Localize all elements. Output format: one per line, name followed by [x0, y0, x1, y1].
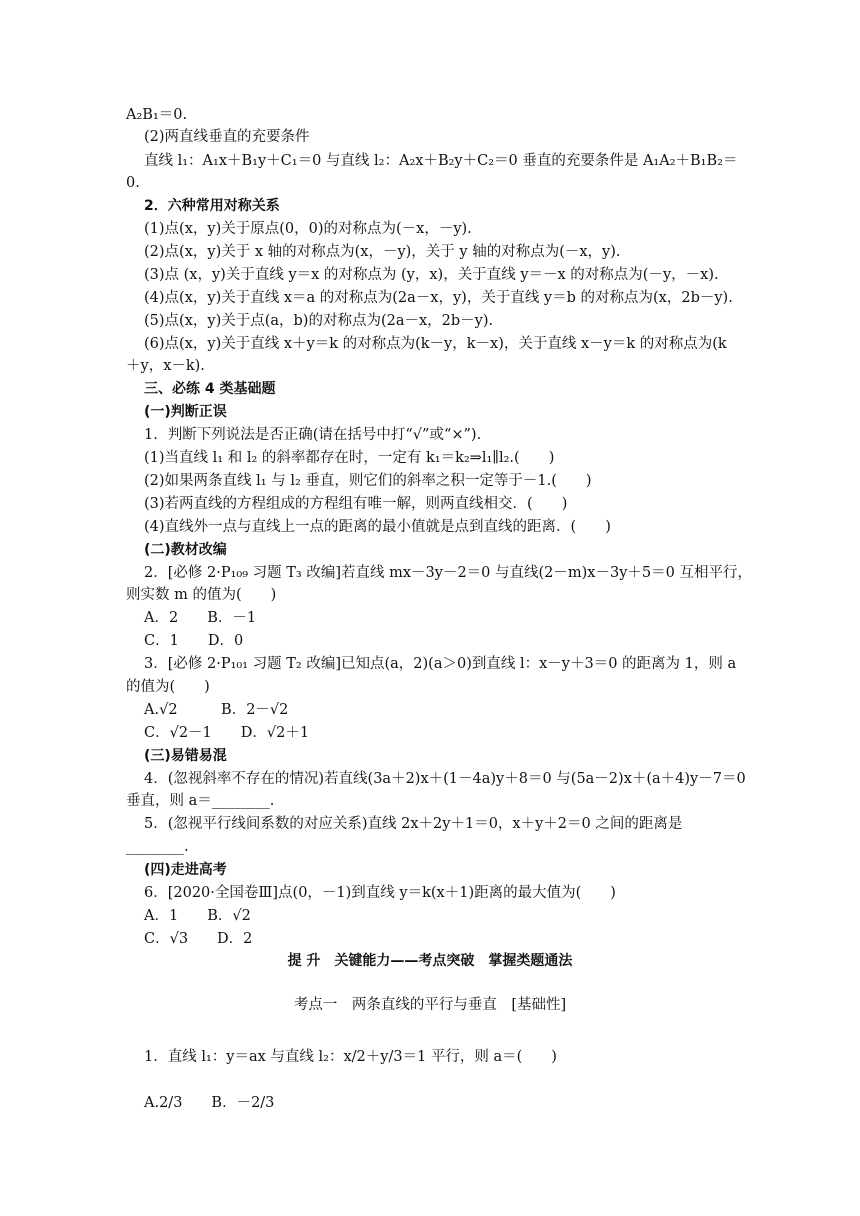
sub-heading: (一)判断正误: [144, 404, 227, 420]
question-text: 的值为( ): [126, 679, 210, 695]
text-line: (4)点(x，y)关于直线 x＝a 的对称点为(2a－x，y)，关于直线 y＝b 的对称点为(x，2b－y).: [144, 290, 733, 306]
text-line: 直线 l₁：A₁x＋B₁y＋C₁＝0 与直线 l₂：A₂x＋B₂y＋C₂＝0 垂直的充要条件是 A₁A₂＋B₁B₂＝: [144, 153, 738, 169]
question-text: (3)若两直线的方程组成的方程组有唯一解，则两直线相交．( ): [144, 496, 568, 512]
text-line: A₂B₁＝0.: [126, 107, 188, 123]
text-line: ＋y，x－k).: [126, 358, 205, 374]
answer-options: C．1 D．0: [144, 633, 244, 649]
answer-options: C．√2－1 D．√2＋1: [144, 725, 310, 741]
text-line: (2)点(x，y)关于 x 轴的对称点为(x，－y)，关于 y 轴的对称点为(－x，y).: [144, 244, 621, 260]
text-line: 0.: [126, 175, 140, 191]
answer-options: C．√3 D．2: [144, 931, 253, 947]
question-text: 3．[必修 2·P₁₀₁ 习题 T₂ 改编]已知点(a，2)(a＞0)到直线 l：x－y＋3＝0 的距离为 1，则 a: [144, 656, 737, 672]
chapter-heading: 提 升 关键能力——考点突破 掌握类题通法: [287, 953, 573, 969]
question-text: (1)当直线 l₁ 和 l₂ 的斜率都存在时，一定有 k₁＝k₂⇒l₁∥l₂.( ): [144, 450, 555, 466]
answer-options: A．1 B．√2: [144, 908, 251, 924]
question-text: 5．(忽视平行线间系数的对应关系)直线 2x＋2y＋1＝0，x＋y＋2＝0 之间的距离是: [144, 816, 683, 832]
question-text: (2)如果两条直线 l₁ 与 l₂ 垂直，则它们的斜率之积一定等于－1.( ): [144, 473, 592, 489]
sub-heading: (二)教材改编: [144, 542, 227, 558]
text-line: (3)点 (x，y)关于直线 y＝x 的对称点为 (y，x)，关于直线 y＝－x 的对称点为(－y，－x).: [144, 267, 719, 283]
question-text: 垂直，则 a＝________.: [126, 793, 275, 809]
question-text: 4．(忽视斜率不存在的情况)若直线(3a＋2)x＋(1－4a)y＋8＝0 与(5a－2)x＋(a＋4)y－7＝0: [144, 771, 746, 787]
question-text: 则实数 m 的值为( ): [126, 587, 277, 603]
text-line: (5)点(x，y)关于点(a，b)的对称点为(2a－x，2b－y).: [144, 313, 494, 329]
question-text: 6．[2020·全国卷Ⅲ]点(0，－1)到直线 y＝k(x＋1)距离的最大值为( ): [144, 885, 616, 901]
text-line: (2)两直线垂直的充要条件: [144, 129, 310, 145]
text-line: (1)点(x，y)关于原点(0，0)的对称点为(－x，－y).: [144, 221, 472, 237]
answer-options: A.√2 B．2－√2: [144, 702, 289, 718]
question-text: ________.: [126, 839, 189, 855]
text-line: (6)点(x，y)关于直线 x＋y＝k 的对称点为(k－y，k－x)，关于直线 x－y＝k 的对称点为(k: [144, 336, 727, 352]
question-text: 1．直线 l₁：y＝ax 与直线 l₂：x/2＋y/3＝1 平行，则 a＝( ): [144, 1049, 557, 1065]
answer-options: A.2/3 B．－2/3: [144, 1095, 275, 1111]
answer-options: A．2 B．－1: [144, 610, 257, 626]
sub-heading: (四)走进高考: [144, 862, 227, 878]
section-heading: 三、必练 4 类基础题: [144, 381, 276, 397]
topic-heading: 考点一 两条直线的平行与垂直 [基础性]: [293, 997, 567, 1013]
question-text: 2．[必修 2·P₁₀₉ 习题 T₃ 改编]若直线 mx－3y－2＝0 与直线(2－m)x－3y＋5＝0 互相平行，: [144, 565, 752, 581]
question-text: (4)直线外一点与直线上一点的距离的最小值就是点到直线的距离．( ): [144, 519, 611, 535]
sub-heading: (三)易错易混: [144, 748, 227, 764]
section-heading: 2．六种常用对称关系: [144, 198, 280, 214]
question-text: 1．判断下列说法是否正确(请在括号中打“√”或“×”).: [144, 427, 482, 443]
